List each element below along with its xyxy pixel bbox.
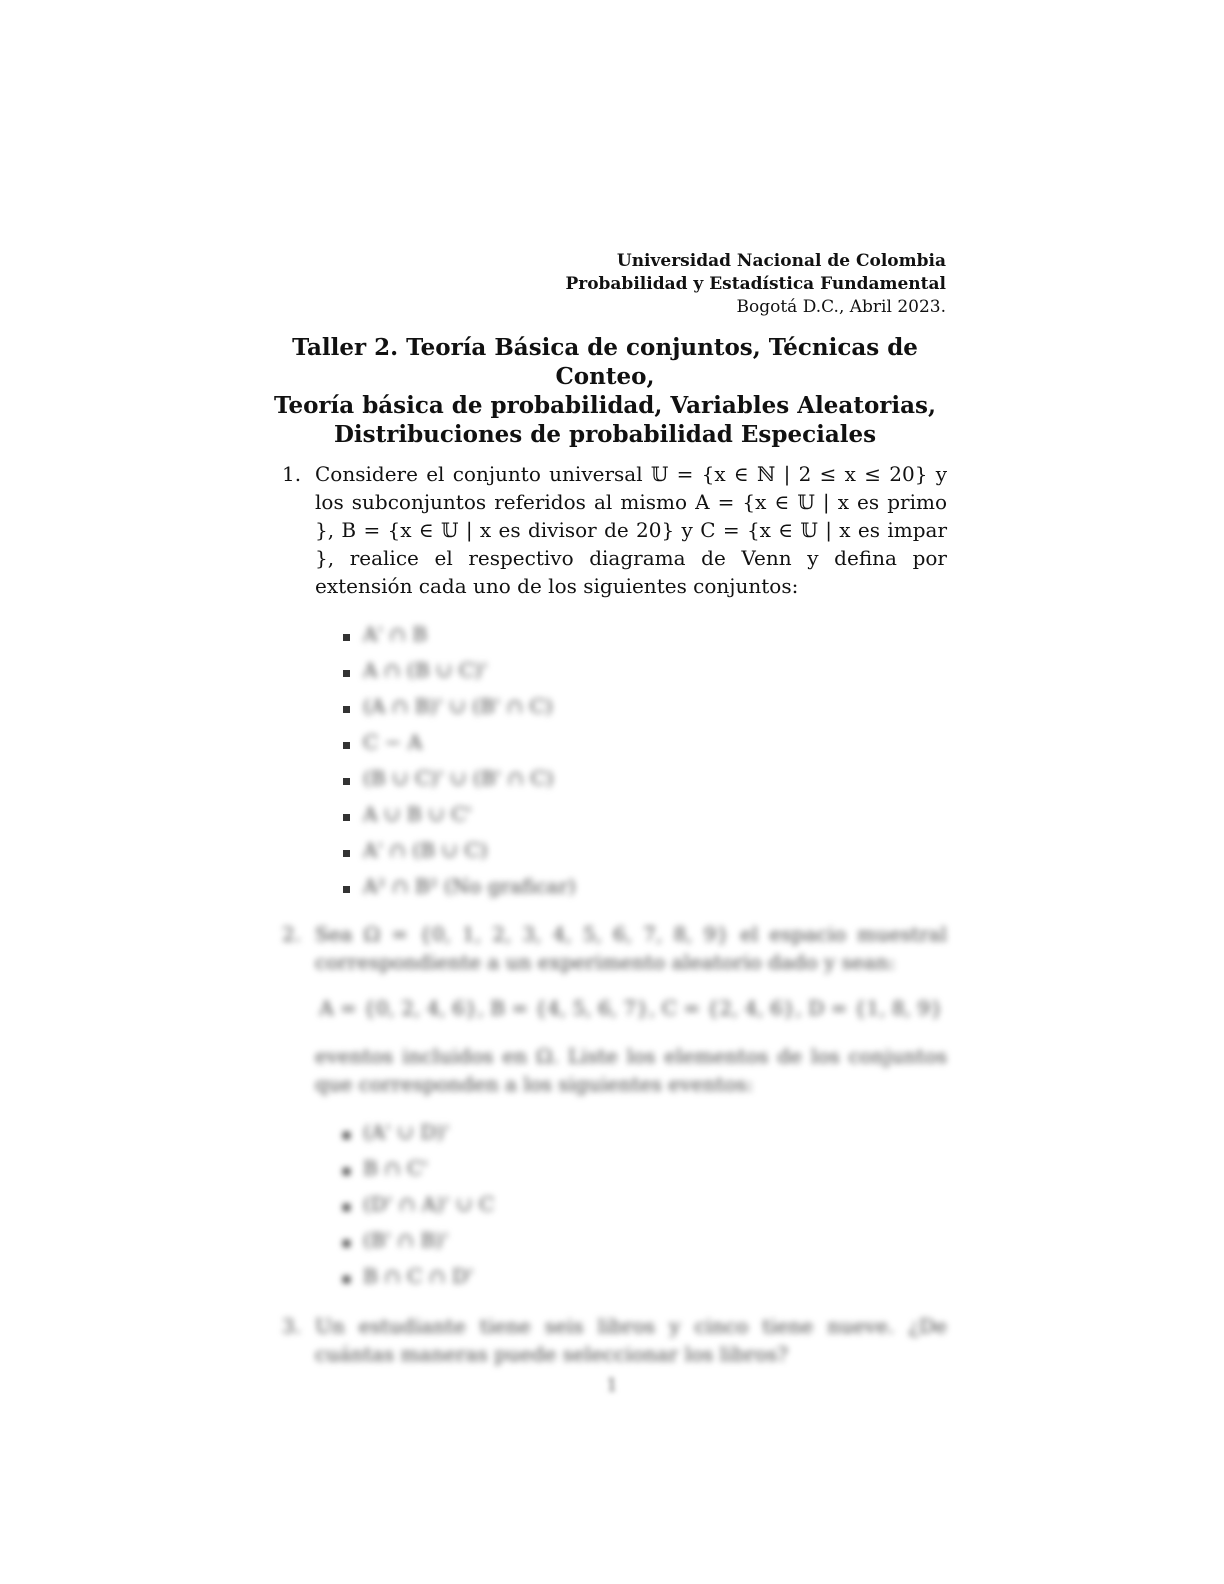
bullet-icon: [343, 1132, 350, 1139]
title-line-1: Taller 2. Teoría Básica de conjuntos, Técnicas de Conteo,: [292, 334, 918, 390]
bullet-icon: [343, 886, 350, 893]
document-date: Bogotá D.C., Abril 2023.: [736, 297, 946, 317]
bullet-icon: [343, 670, 350, 677]
bullet-icon: [343, 1204, 350, 1211]
bullet-icon: [343, 634, 350, 641]
problem-3: [282, 1312, 947, 1368]
problem-number: 3.: [282, 1314, 302, 1338]
bullet-icon: [343, 742, 350, 749]
event-list: [341, 1118, 947, 1298]
bullet-icon: [343, 850, 350, 857]
bullet-icon: [343, 1276, 350, 1283]
page-number: 1: [606, 1375, 618, 1396]
list-item: A² ∩ B² (No graficar): [341, 872, 947, 908]
bullet-icon: [343, 814, 350, 821]
title-line-3: Distribuciones de probabilidad Especiales: [333, 421, 877, 448]
university-name: Universidad Nacional de Colombia: [616, 251, 946, 271]
list-item: A' ∩ B: [341, 620, 947, 656]
list-item: (D' ∩ A)' ∪ C: [341, 1190, 947, 1226]
course-name: Probabilidad y Estadística Fundamental: [565, 274, 946, 294]
list-item: (A' ∪ D)': [341, 1118, 947, 1154]
problem-number: 1.: [282, 462, 302, 486]
list-item: A' ∩ (B ∪ C): [341, 836, 947, 872]
document-header: [565, 250, 946, 319]
bullet-icon: [343, 1168, 350, 1175]
problem-number: 2.: [282, 922, 302, 946]
list-item: (B ∪ C)' ∪ (B' ∩ C): [341, 764, 947, 800]
set-operations-list: [341, 620, 947, 908]
document-title: [255, 333, 955, 449]
list-item: A ∩ (B ∪ C)': [341, 656, 947, 692]
list-item: C − A: [341, 728, 947, 764]
problem-statement: Considere el conjunto universal 𝕌 = {x ∈ ℕ | 2 ≤ x ≤ 20} y los subconjuntos referidos al mismo A = {x ∈ 𝕌 | x es primo }, B = {x ∈ 𝕌 | x es divisor de 20} y C = {x ∈ 𝕌 | x es impar }, realice el respectivo diagrama de Venn y defina por extensión cada uno de los siguientes conjuntos:: [315, 462, 947, 598]
list-item: B ∩ C': [341, 1154, 947, 1190]
problem-list: [282, 460, 947, 1368]
bullet-icon: [343, 1240, 350, 1247]
event-definitions: A = {0, 2, 4, 6}, B = {4, 5, 6, 7}, C = {2, 4, 6}, D = {1, 8, 9}: [319, 996, 943, 1020]
list-item: B ∩ C ∩ D': [341, 1262, 947, 1298]
bullet-icon: [343, 706, 350, 713]
problem-statement: Un estudiante tiene seis libros y cinco tiene nueve. ¿De cuántas maneras puede seleccionar los libros?: [315, 1314, 947, 1366]
title-line-2: Teoría básica de probabilidad, Variables Aleatorias,: [273, 392, 937, 419]
bullet-icon: [343, 778, 350, 785]
problem-statement: Sea Ω = {0, 1, 2, 3, 4, 5, 6, 7, 8, 9} el espacio muestral correspondiente a un experimento aleatorio dado y sean:: [315, 922, 947, 974]
list-item: A ∪ B ∪ C': [341, 800, 947, 836]
list-item: (A ∩ B)' ∪ (B' ∩ C): [341, 692, 947, 728]
problem-1: [282, 460, 947, 908]
problem-2: [282, 920, 947, 1298]
problem-statement-continued: eventos incluidos en Ω. Liste los elementos de los conjuntos que corresponden a los siguientes eventos:: [315, 1044, 947, 1096]
list-item: (B' ∩ B)': [341, 1226, 947, 1262]
